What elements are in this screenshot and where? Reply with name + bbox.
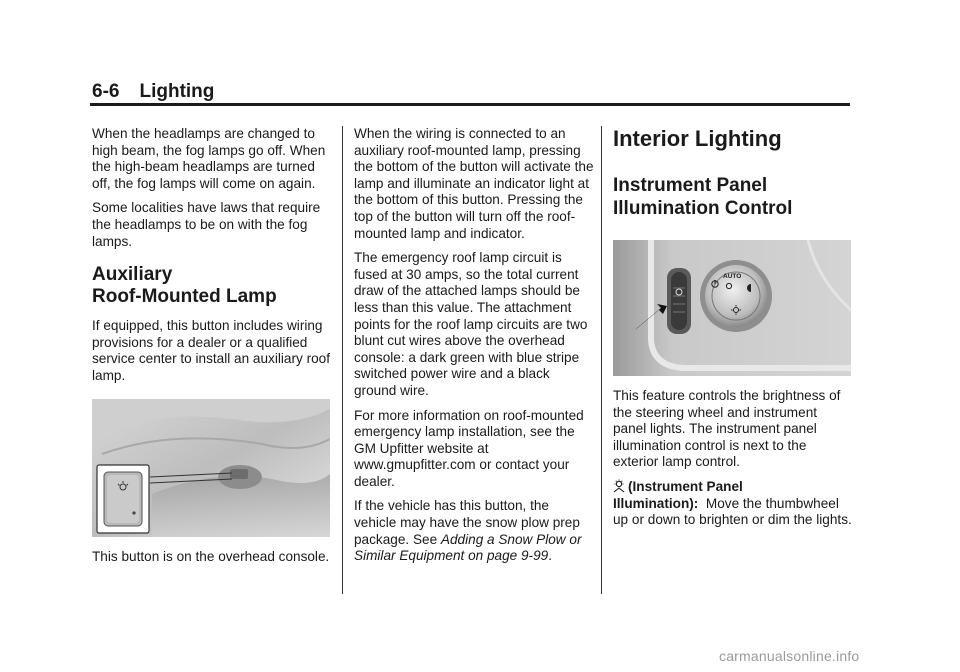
column-3 — [613, 126, 853, 537]
paragraph: For more information on roof-mounted emergency lamp installation, see the GM Upfitter website at www.gmupfitter.com or contact your dealer. — [354, 407, 584, 489]
column-2 — [354, 126, 594, 573]
heading-line: Auxiliary — [92, 264, 173, 286]
paragraph — [354, 498, 594, 564]
section-heading-auxiliary — [92, 264, 332, 308]
header-rule — [90, 103, 850, 106]
definition — [613, 479, 853, 529]
paragraph-text: . — [548, 548, 552, 564]
heading-line: Roof-Mounted Lamp — [92, 286, 277, 308]
paragraph: The emergency roof lamp circuit is fused at 30 amps, so the total current draw of the attached lamps should be less than this value. The attachment points for the roof lamp circuits are two blunt cut wires above the overhead console: a dark green with blue stripe switched power wire and a black ground wire. — [354, 250, 588, 398]
page-number: 6-6 — [92, 81, 120, 102]
column-divider — [601, 126, 602, 594]
definition-term: (Instrument Panel Illumination): — [613, 478, 743, 511]
watermark: carmanualsonline.info — [719, 648, 860, 664]
section-title: Lighting — [139, 81, 215, 102]
definition-text: Move the thumbwheel up or down to brighten or dim the lights. — [613, 495, 852, 528]
instrument-panel-illumination-icon — [613, 479, 625, 493]
knob-auto-label: AUTO — [723, 273, 742, 280]
cross-reference-link[interactable]: Adding a Snow Plow or Similar Equipment on page 9-99 — [354, 531, 582, 564]
figure-caption: This button is on the overhead console. — [92, 548, 330, 564]
heading-line: Instrument Panel — [613, 175, 768, 196]
paragraph: This feature controls the brightness of the steering wheel and instrument panel lights. The instrument panel illumination control is next to the exterior lamp control. — [613, 388, 841, 470]
heading-line: Illumination Control — [613, 198, 793, 219]
paragraph: Some localities have laws that require the headlamps to be on with the fog lamps. — [92, 200, 321, 249]
subheading-instrument-panel — [613, 174, 853, 220]
section-heading-interior-lighting: Interior Lighting — [613, 126, 782, 151]
paragraph: When the wiring is connected to an auxiliary roof-mounted lamp, pressing the bottom of the button will activate the lamp and illuminate an indicator light at the bottom of this button. Pressing the top of the button will turn off the roof-mounted lamp and indicator. — [354, 126, 594, 241]
paragraph-text: If the vehicle has this button, the vehicle may have the snow plow prep package. See — [354, 498, 580, 547]
paragraph: When the headlamps are changed to high beam, the fog lamps go off. When the high-beam headlamps are turned off, the fog lamps will come on again. — [92, 126, 326, 191]
paragraph: If equipped, this button includes wiring provisions for a dealer or a qualified service center to install an auxiliary roof lamp. — [92, 318, 330, 383]
column-divider — [342, 126, 343, 594]
overhead-console-figure — [92, 399, 330, 537]
column-1 — [92, 126, 332, 573]
page-header — [92, 80, 214, 104]
instrument-panel-control-figure — [613, 240, 851, 376]
